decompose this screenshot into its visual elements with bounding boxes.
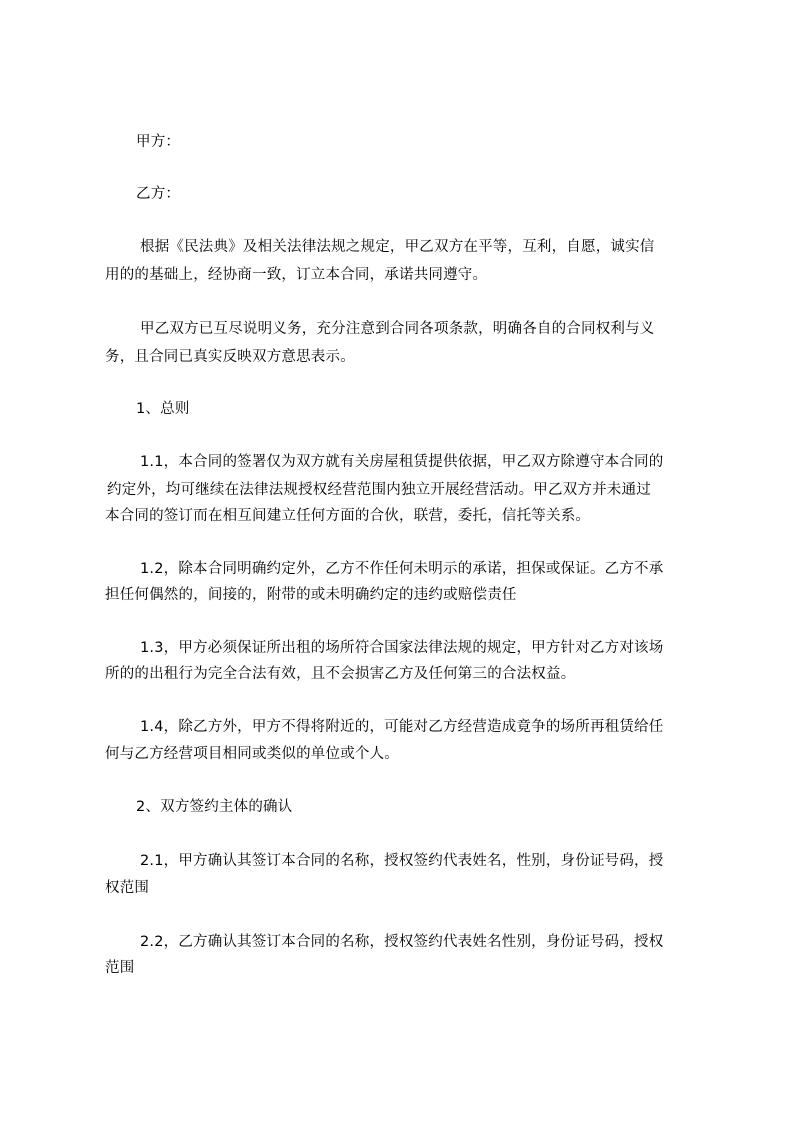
clause-2-1-line-2: 权范围: [105, 880, 150, 896]
clause-1-4-line-2: 何与乙方经营项目相同或类似的单位或个人。: [105, 746, 399, 762]
intro-paragraph-1-line-2: 用的的基础上，经协商一致，订立本合同，承诺共同遵守。: [105, 267, 488, 283]
intro-paragraph-1-line-1: 根据《民法典》及相关法律法规之规定，甲乙双方在平等，互利，自愿，诚实信: [140, 239, 655, 255]
intro-paragraph-2-line-2: 务，且合同已真实反映双方意思表示。: [105, 349, 355, 365]
clause-1-1-line-2: 约定外，均可继续在法律法规授权经营范围内独立开展经营活动。甲乙双方并未通过: [107, 482, 651, 498]
clause-2-2-line-1: 2.2，乙方确认其签订本合同的名称，授权签约代表姓名性别，身份证号码，授权: [140, 934, 664, 950]
clause-1-2-line-1: 1.2，除本合同明确约定外，乙方不作任何未明示的承诺，担保或保证。乙方不承: [140, 561, 664, 577]
clause-1-3-line-1: 1.3，甲方必须保证所出租的场所符合国家法律法规的规定，甲方针对乙方对该场: [140, 640, 664, 656]
clause-1-3-line-2: 所的的出租行为完全合法有效，且不会损害乙方及任何第三的合法权益。: [105, 666, 576, 682]
intro-paragraph-2-line-1: 甲乙双方已互尽说明义务，充分注意到合同各项条款，明确各自的合同权利与义: [140, 321, 655, 337]
section-2-heading: 2、双方签约主体的确认: [136, 799, 293, 815]
clause-2-2-line-2: 范围: [105, 960, 135, 976]
section-1-heading: 1、总则: [136, 401, 190, 417]
clause-1-1-line-1: 1.1，本合同的签署仅为双方就有关房屋租赁提供依据，甲乙双方除遵守本合同的: [140, 454, 664, 470]
clause-2-1-line-1: 2.1，甲方确认其签订本合同的名称，授权签约代表姓名，性别，身份证号码，授: [140, 853, 664, 869]
clause-1-1-line-3: 本合同的签订而在相互间建立任何方面的合伙，联营，委托，信托等关系。: [105, 508, 591, 524]
clause-1-2-line-2: 担任何偶然的，间接的，附带的或未明确约定的违约或赔偿责任: [105, 587, 517, 603]
clause-1-4-line-1: 1.4，除乙方外，甲方不得将附近的，可能对乙方经营造成竟争的场所再租赁给任: [140, 719, 664, 735]
party-b-label: 乙方：: [136, 186, 181, 202]
party-a-label: 甲方：: [136, 134, 181, 150]
